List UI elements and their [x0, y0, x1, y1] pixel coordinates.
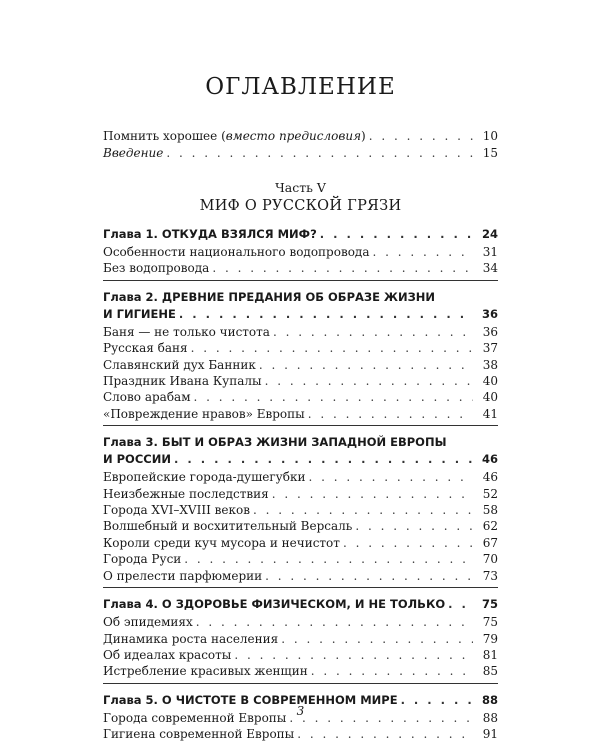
entry-page: 41: [482, 406, 498, 421]
leader-dots: [259, 357, 473, 373]
entry-title: Особенности национального водопровода: [103, 245, 370, 259]
chapter-title-line1[interactable]: Глава 3. БЫТ И ОБРАЗ ЖИЗНИ ЗАПАДНОЙ ЕВРОПЫ: [103, 435, 447, 450]
leader-dots: [281, 631, 473, 647]
entry-page: 58: [482, 503, 498, 518]
chapter-title-entry[interactable]: [103, 451, 498, 468]
leader-dots: [184, 551, 473, 567]
chapter-page: 75: [481, 597, 498, 612]
chapter-title-line1[interactable]: Глава 2. ДРЕВНИЕ ПРЕДАНИЯ ОБ ОБРАЗЕ ЖИЗНИ: [103, 289, 436, 304]
toc-entry[interactable]: [103, 373, 498, 389]
entry-page: 62: [482, 519, 498, 534]
leader-dots: [234, 647, 473, 663]
toc-entry[interactable]: [103, 244, 498, 260]
toc-entry[interactable]: [103, 469, 498, 485]
leader-dots: [372, 244, 473, 260]
part-name: МИФ О РУССКОЙ ГРЯЗИ: [199, 198, 402, 214]
leader-dots: [196, 614, 473, 630]
toc-entry[interactable]: [103, 647, 498, 663]
toc-entry[interactable]: [103, 324, 498, 340]
entry-page: 73: [482, 568, 498, 583]
leader-dots: [273, 324, 473, 340]
chapter-title: Глава 5. О ЧИСТОТЕ В СОВРЕМЕННОМ МИРЕ: [103, 692, 398, 707]
chapter-page: 46: [481, 452, 498, 467]
toc-entry[interactable]: [103, 340, 498, 356]
leader-dots: [265, 373, 473, 389]
chapter-title: Глава 4. О ЗДОРОВЬЕ ФИЗИЧЕСКОМ, И НЕ ТОЛЬКО: [103, 597, 446, 612]
leader-dots: [369, 128, 473, 145]
leader-dots: [272, 486, 473, 502]
entry-title: Европейские города-душегубки: [103, 470, 306, 485]
toc-entry[interactable]: [103, 614, 498, 630]
leader-dots: [194, 389, 473, 405]
chapter-title-entry[interactable]: [103, 306, 498, 323]
entry-page: 10: [482, 129, 498, 143]
chapter-page: 88: [481, 692, 498, 707]
entry-title: Введение: [103, 146, 164, 160]
entry-title: Без водопровода: [103, 261, 210, 276]
entry-title: Русская баня: [103, 341, 188, 356]
entry-title: Баня — не только чистота: [103, 324, 270, 339]
chapter-title-entry[interactable]: [103, 226, 498, 243]
leader-dots: [308, 469, 473, 485]
toc-page: [103, 0, 498, 750]
entry-title: Об идеалах красоты: [103, 647, 232, 662]
entry-title: Истребление красивых женщин: [103, 664, 308, 679]
chapter-3: [103, 434, 498, 588]
toc-entry[interactable]: [103, 502, 498, 518]
entry-title: Города Руси: [103, 552, 182, 567]
leader-dots: [166, 145, 473, 162]
leader-dots: [355, 518, 473, 534]
entry-page: 75: [482, 615, 498, 630]
entry-title: О прелести парфюмерии: [103, 568, 263, 583]
toc-entry[interactable]: [103, 631, 498, 647]
leader-dots: [311, 663, 473, 679]
chapter-page: 36: [481, 306, 498, 321]
leader-dots: [308, 406, 473, 422]
toc-entry[interactable]: [103, 568, 498, 584]
chapter-4: [103, 596, 498, 684]
leader-dots: [191, 340, 473, 356]
entry-page: 81: [482, 647, 498, 662]
leader-dots: [343, 535, 473, 551]
part-heading: [103, 180, 498, 216]
entry-title: Славянский дух Банник: [103, 357, 256, 372]
toc-entry[interactable]: [103, 518, 498, 534]
leader-dots: [265, 568, 473, 584]
toc-entry[interactable]: [103, 406, 498, 422]
entry-page: 31: [482, 245, 498, 259]
toc-title: ОГЛАВЛЕНИЕ: [205, 74, 396, 100]
entry-page: 36: [482, 324, 498, 339]
toc-entry[interactable]: [103, 389, 498, 405]
chapter-2: [103, 289, 498, 426]
entry-title: Динамика роста населения: [103, 631, 279, 646]
chapter-title-line2: И ГИГИЕНЕ: [103, 306, 176, 321]
leader-dots: [174, 451, 473, 468]
entry-page: 52: [482, 486, 498, 501]
chapter-list: [103, 226, 498, 754]
entry-page: 40: [482, 390, 498, 405]
toc-entry-introduction[interactable]: [103, 145, 498, 162]
entry-title: Об эпидемиях: [103, 615, 193, 630]
entry-title: Города XVI–XVIII веков: [103, 503, 250, 518]
entry-page: 85: [482, 664, 498, 679]
intro-entries: [103, 128, 498, 162]
entry-page: 70: [482, 552, 498, 567]
entry-title: Неизбежные последствия: [103, 486, 269, 501]
entry-page: 91: [482, 727, 498, 742]
entry-page: 79: [482, 631, 498, 646]
entry-page: 67: [482, 535, 498, 550]
chapter-title-entry[interactable]: [103, 596, 498, 613]
chapter-title: Глава 1. ОТКУДА ВЗЯЛСЯ МИФ?: [103, 227, 317, 241]
leader-dots: [253, 502, 473, 518]
toc-entry[interactable]: [103, 663, 498, 679]
entry-title: Короли среди куч мусора и нечистот: [103, 535, 340, 550]
entry-page: 37: [482, 341, 498, 356]
chapter-title-line2: И РОССИИ: [103, 452, 171, 467]
toc-entry[interactable]: [103, 486, 498, 502]
leader-dots: [179, 306, 473, 323]
leader-dots: [297, 726, 473, 742]
toc-entry[interactable]: [103, 551, 498, 567]
entry-title: Волшебный и восхитительный Версаль: [103, 519, 353, 534]
chapter-page: 24: [481, 227, 498, 241]
toc-entry[interactable]: [103, 357, 498, 373]
entry-title: Города современной Европы: [103, 710, 287, 725]
entry-title: Слово арабам: [103, 390, 191, 405]
entry-title: Гигиена современной Европы: [103, 727, 295, 742]
toc-entry[interactable]: [103, 726, 498, 742]
entry-page: 40: [482, 374, 498, 389]
toc-entry[interactable]: [103, 260, 498, 276]
page-number: 3: [296, 704, 305, 718]
entry-page: 38: [482, 357, 498, 372]
toc-entry-foreword[interactable]: [103, 128, 498, 145]
leader-dots: [212, 260, 473, 276]
leader-dots: [448, 596, 473, 613]
entry-title: Праздник Ивана Купалы: [103, 374, 262, 389]
entry-page: 15: [482, 146, 498, 160]
chapter-5: [103, 692, 498, 746]
entry-page: 88: [482, 710, 498, 725]
entry-title: «Повреждение нравов» Европы: [103, 406, 305, 421]
entry-title: Помнить хорошее (вместо предисловия): [103, 129, 366, 143]
leader-dots: [320, 226, 473, 243]
entry-page: 46: [482, 470, 498, 485]
toc-entry[interactable]: [103, 535, 498, 551]
chapter-1: [103, 226, 498, 281]
entry-page: 34: [482, 261, 498, 276]
part-label: Часть V: [275, 180, 326, 195]
